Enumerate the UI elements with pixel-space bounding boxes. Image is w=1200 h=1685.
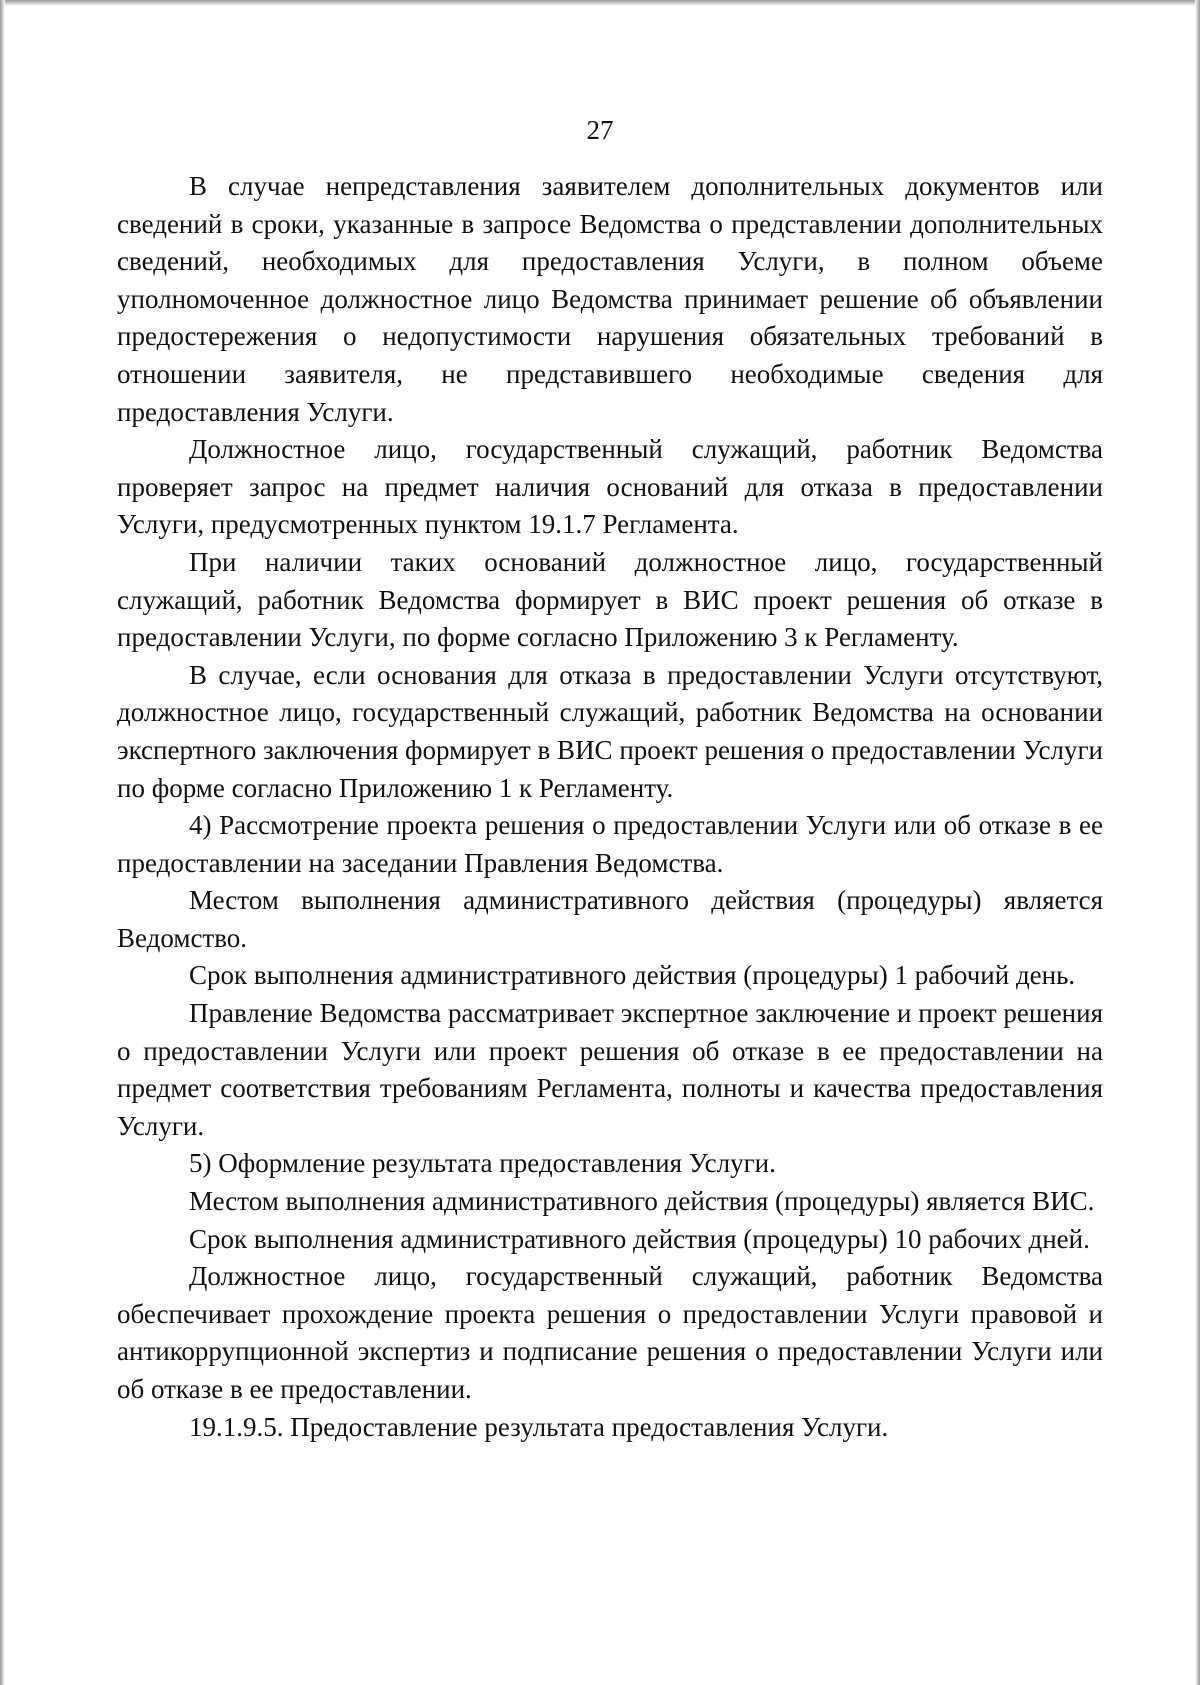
paragraph-step-4-place: Местом выполнения административного действия (процедуры) является Ведомство. xyxy=(117,885,1103,953)
scan-edge-right xyxy=(1195,0,1200,1685)
page-number: 27 xyxy=(586,115,614,145)
paragraph-step-5-term: Срок выполнения административного действия (процедуры) 10 рабочих дней. xyxy=(189,1223,1090,1254)
paragraph-step-5-place: Местом выполнения административного действия (процедуры) является ВИС. xyxy=(189,1186,1095,1217)
document-body xyxy=(117,168,1103,1446)
paragraph-board-review: Правление Ведомства рассматривает экспертное заключение и проект решения о предоставлении Услуги или проект решения об отказе в ее предоставлении на предмет соответствия требованиям Регламента, полноты и качества предоставления Услуги. xyxy=(117,998,1103,1141)
paragraph-step-4-term: Срок выполнения административного действия (процедуры) 1 рабочий день. xyxy=(189,960,1076,991)
scan-edge-top xyxy=(0,0,1200,6)
paragraph-section-19-1-9-5: 19.1.9.5. Предоставление результата предоставления Услуги. xyxy=(189,1411,889,1442)
paragraph-refusal-draft: При наличии таких оснований должностное лицо, государственный служащий, работник Ведомства формирует в ВИС проект решения об отказе в предоставлении Услуги, по форме согласно Приложению 3 к Регламенту. xyxy=(117,546,1103,653)
paragraph-step-5: 5) Оформление результата предоставления Услуги. xyxy=(189,1148,776,1179)
paragraph-non-submission: В случае непредставления заявителем дополнительных документов или сведений в сроки, указанные в запросе Ведомства о представлении дополнительных сведений, необходимых для предоставления Услуги, в полном объеме уполномоченное должностное лицо Ведомства принимает решение об объявлении предостережения о недопустимости нарушения обязательных требований в отношении заявителя, не представившего необходимые сведения для предоставления Услуги. xyxy=(117,171,1103,427)
paragraph-grant-draft: В случае, если основания для отказа в предоставлении Услуги отсутствуют, должностное лицо, государственный служащий, работник Ведомства на основании экспертного заключения формирует в ВИС проект решения о предоставлении Услуги по форме согласно Приложению 1 к Регламенту. xyxy=(117,659,1103,803)
paragraph-step-4: 4) Рассмотрение проекта решения о предоставлении Услуги или об отказе в ее предоставлении на заседании Правления Ведомства. xyxy=(117,810,1103,878)
paragraph-expertise: Должностное лицо, государственный служащий, работник Ведомства обеспечивает прохождение проекта решения о предоставлении Услуги правовой и антикоррупционной экспертиз и подписание решения о предоставлении Услуги или об отказе в ее предоставлении. xyxy=(117,1261,1103,1404)
scan-edge-left xyxy=(0,0,5,1685)
paragraph-check-request: Должностное лицо, государственный служащий, работник Ведомства проверяет запрос на предмет наличия оснований для отказа в предоставлении Услуги, предусмотренных пунктом 19.1.7 Регламента. xyxy=(117,434,1103,540)
